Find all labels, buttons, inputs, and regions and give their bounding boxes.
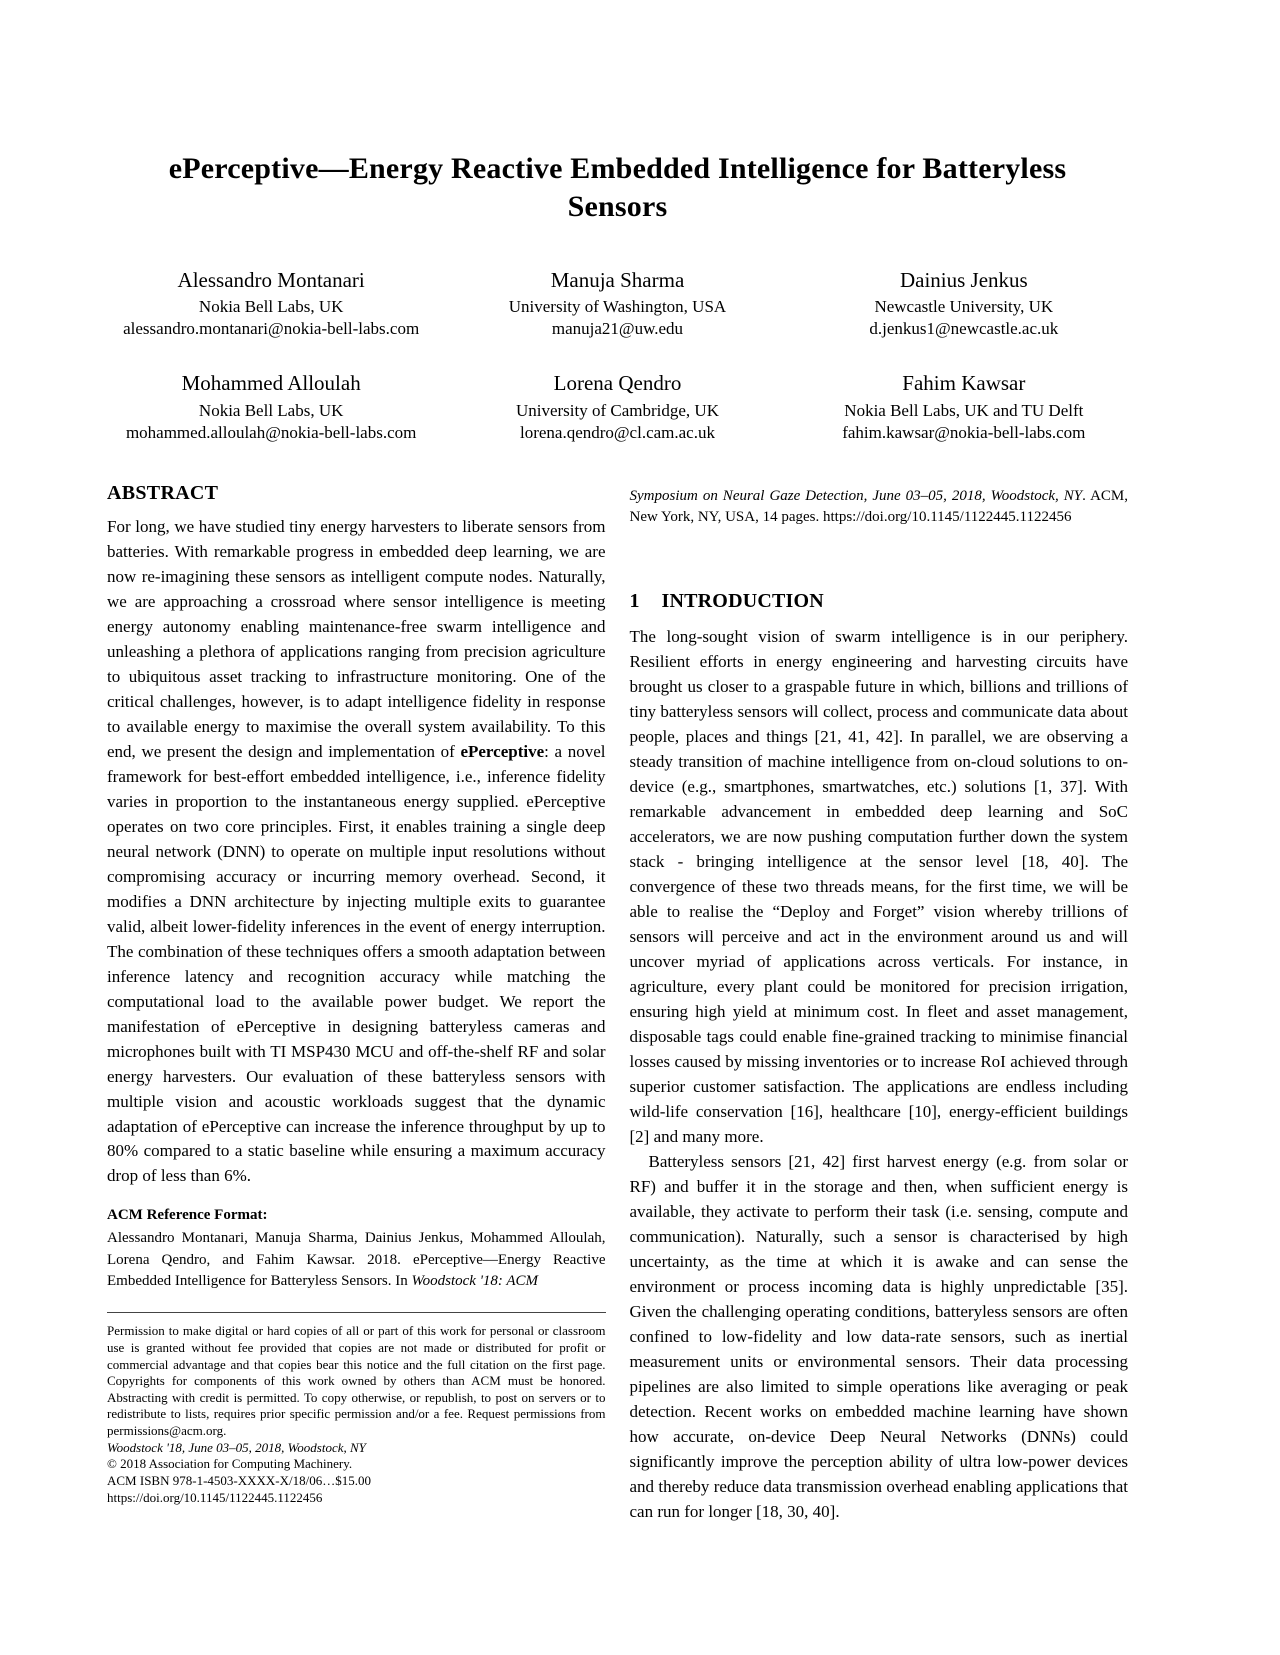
abstract-text-end: : a novel framework for best-effort embedded intelligence, i.e., inference fidelity varies in proportion to the instantaneous energy supplied. ePerceptive operates on two core principles. First, it enables training a single deep neural network (DNN) to operate on multiple input resolutions without compromising accuracy or incurring memory overhead. Second, it modifies a DNN architecture by injecting multiple exits to guarantee valid, albeit lower-fidelity inferences in the event of energy interruption. The combination of these techniques offers a smooth adaptation between inference latency and recognition accuracy while matching the computational load to the available power budget. We report the manifestation of ePerceptive in designing batteryless cameras and microphones built with TI MSP430 MCU and off-the-shelf RF and solar energy harvesters. Our evaluation of these batteryless sensors with multiple vision and acoustic workloads suggest that the dynamic adaptation of ePerceptive can increase the inference throughput by up to 80% compared to a static baseline while ensuring a maximum accuracy drop of less than 6%. [107,741,606,1186]
author-name: Manuja Sharma [550,268,685,292]
acm-reference-text [107,1228,606,1292]
author-affiliation: Nokia Bell Labs, UK and TU Delft [844,400,1084,420]
abstract-text [107,515,606,1190]
author-affiliation: University of Cambridge, UK [515,400,719,420]
author-affiliation: Newcastle University, UK [874,297,1054,317]
copyright-line: © 2018 Association for Computing Machinery. [107,1456,353,1472]
author-email: mohammed.alloulah@nokia-bell-labs.com [125,422,417,442]
abstract-heading: ABSTRACT [107,481,219,504]
intro-paragraph-2: Batteryless sensors [21, 42] first harvest energy (e.g. from solar or RF) and buffer it in the storage and then, when sufficient energy is available, they activate to perform their task (i.e. sensing, compute and communication). Naturally, such a sensor is characterised by high uncertainty, as the time at which it is awake and can sense the environment or process incoming data is highly unpredictable [35]. Given the challenging operating conditions, batteryless sensors are often confined to low-fidelity and low data-rate sensors, such as inertial measurement units or environmental sensors. Their data processing pipelines are also limited to simple operations like averaging or peak detection. Recent works on embedded machine learning have shown how accurate, on-device Deep Neural Networks (DNNs) could significantly improve the perception ability of ultra low-power devices and thereby reduce data transmission overhead enabling applications that can run for longer [18, 30, 40]. [629,1152,1128,1521]
author-block [453,370,781,443]
author-block [107,267,435,340]
section-number: 1 [629,590,640,613]
author-affiliation: Nokia Bell Labs, UK [198,297,344,317]
acm-reference-venue: Woodstock '18: ACM [411,1273,539,1290]
abstract-bold-term: ePerceptive [460,741,545,761]
citation-venue: Symposium on Neural Gaze Detection, June 03–05, 2018, Woodstock, NY [629,487,1083,504]
author-email: fahim.kawsar@nokia-bell-labs.com [842,422,1086,442]
section-heading-introduction [630,590,1129,613]
citation-rest: . ACM, New York, NY, USA, 14 pages. https://doi.org/10.1145/1122445.1122456 [629,487,1128,526]
abstract-text-start: For long, we have studied tiny energy harvesters to liberate sensors from batteries. With remarkable progress in embedded deep learning, we are now re-imagining these sensors as intelligent compute nodes. Naturally, we are approaching a crossroad where sensor intelligence is meeting energy autonomy enabling maintenance-free swarm intelligence and unleashing a plethora of applications ranging from precision agriculture to ubiquitous asset tracking to infrastructure monitoring. One of the critical challenges, however, is to adapt intelligence fidelity in response to available energy to maximise the overall system availability. To this end, we present the design and implementation of [107,516,606,761]
permission-text: Permission to make digital or hard copies of all or part of this work for personal or classroom use is granted without fee provided that copies are not made or distributed for profit or commercial advantage and that copies bear this notice and the full citation on the first page. Copyrights for components of this work owned by others than ACM must be honored. Abstracting with credit is permitted. To copy otherwise, or republish, to post on servers or to redistribute to lists, requires prior specific permission and/or a fee. Request permissions from permissions@acm.org. [107,1323,606,1439]
author-name: Mohammed Alloulah [181,371,361,396]
author-email: lorena.qendro@cl.cam.ac.uk [519,422,715,442]
authors-grid [107,267,1128,444]
author-email: alessandro.montanari@nokia-bell-labs.com [123,319,420,339]
right-column [630,478,1129,1525]
isbn-line: ACM ISBN 978-1-4503-XXXX-X/18/06…$15.00 [107,1472,371,1488]
author-name: Alessandro Montanari [177,268,365,292]
author-block [107,370,435,443]
author-affiliation: University of Washington, USA [508,297,727,317]
venue-line: Woodstock '18, June 03–05, 2018, Woodstock, NY [107,1439,366,1455]
doi-link[interactable]: https://doi.org/10.1145/1122445.1122456 [107,1489,323,1505]
author-email: manuja21@uw.edu [551,319,684,339]
acm-reference-body: Alessandro Montanari, Manuja Sharma, Dainius Jenkus, Mohammed Alloulah, Lorena Qendro, and Fahim Kawsar. 2018. ePerceptive—Energy Reactive Embedded Intelligence for Batteryless Sensors. In [107,1230,606,1290]
page-title: ePerceptive—Energy Reactive Embedded Intelligence for Batteryless Sensors [168,152,1067,223]
two-column-body [107,478,1128,1525]
acm-reference-heading: ACM Reference Format: [107,1207,268,1224]
section-title: INTRODUCTION [661,590,824,613]
intro-paragraph-1: The long-sought vision of swarm intelligence is in our periphery. Resilient efforts in energy engineering and harvesting circuits have brought us closer to a graspable future in which, billions and trillions of tiny batteryless sensors will collect, process and communicate data about people, places and things [21, 41, 42]. In parallel, we are observing a steady transition of machine intelligence from on-cloud solutions to on-device (e.g., smartphones, smartwatches, etc.) solutions [1, 37]. With remarkable advancement in embedded deep learning and SoC accelerators, we are now pushing computation further down the system stack - bringing intelligence at the sensor level [18, 40]. The convergence of these two threads means, for the first time, we will be able to realise the “Deploy and Forget” vision whereby trillions of sensors will perceive and act in the environment around us and will uncover myriad of applications across verticals. For instance, in agriculture, every plant could be monitored for precision irrigation, ensuring high yield at minimum cost. In fleet and asset management, disposable tags could enable fine-grained tracking to minimise financial losses caused by missing inventories or to increase RoI achieved through superior customer satisfaction. The applications are endless including wild-life conservation [16], healthcare [10], energy-efficient buildings [2] and many more. [629,627,1128,1147]
footnote-divider [107,1312,606,1313]
author-name: Dainius Jenkus [899,268,1028,292]
author-block [453,267,781,340]
citation-text [630,486,1129,529]
left-column [107,478,606,1525]
author-email: d.jenkus1@newcastle.ac.uk [869,319,1059,339]
author-block [800,370,1128,443]
author-block [800,267,1128,340]
author-name: Fahim Kawsar [902,371,1026,396]
author-affiliation: Nokia Bell Labs, UK [198,400,344,420]
author-name: Lorena Qendro [553,371,682,396]
